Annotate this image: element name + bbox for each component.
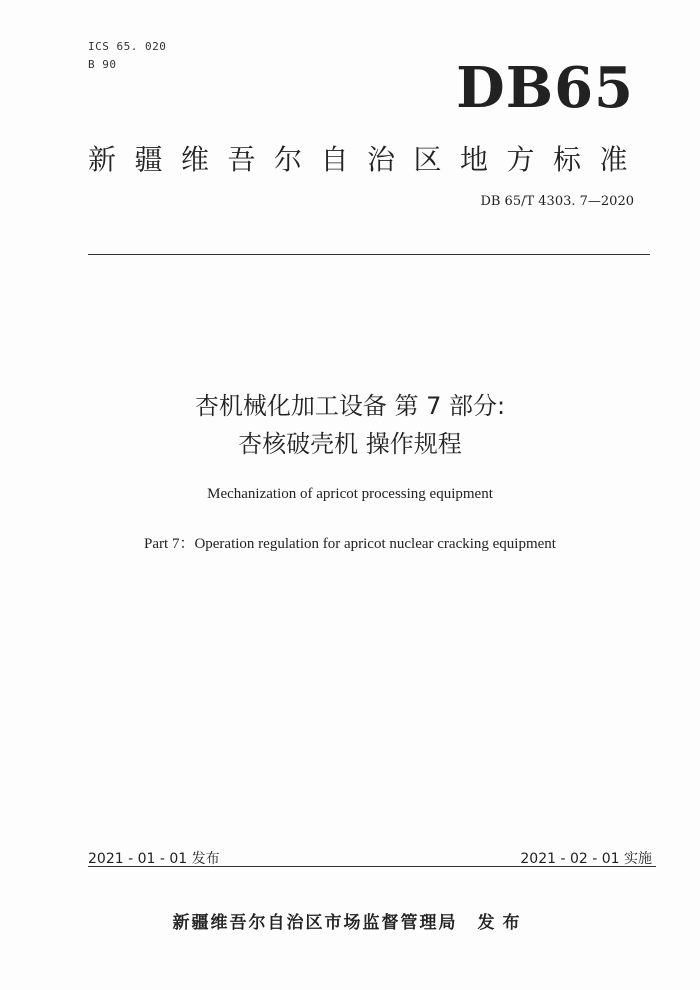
- footer-divider: [88, 866, 656, 867]
- publisher-line: [0, 908, 700, 933]
- english-title-line-1: Mechanization of apricot processing equipment: [207, 486, 493, 502]
- ics-code: ICS 65. 020: [88, 40, 167, 53]
- standard-number: DB 65/T 4303. 7—2020: [480, 194, 634, 209]
- implementation-date: 2021 - 02 - 01 实施: [520, 851, 652, 867]
- publish-action: 发布: [477, 913, 528, 933]
- publisher-name: 新疆维吾尔自治区市场监督管理局: [172, 913, 458, 933]
- english-title-line-2: Part 7：Operation regulation for apricot nuclear cracking equipment: [144, 536, 556, 552]
- chinese-title-line-2: 杏核破壳机 操作规程: [238, 430, 462, 458]
- chinese-title-line-1: 杏机械化加工设备 第 7 部分:: [194, 392, 506, 420]
- issue-date: 2021 - 01 - 01 发布: [88, 851, 220, 867]
- standard-type-heading: 新疆维吾尔自治区地方标准: [88, 143, 647, 176]
- header-divider: [88, 254, 650, 255]
- standard-logo: DB65: [456, 55, 634, 121]
- ccs-code: B 90: [88, 58, 117, 71]
